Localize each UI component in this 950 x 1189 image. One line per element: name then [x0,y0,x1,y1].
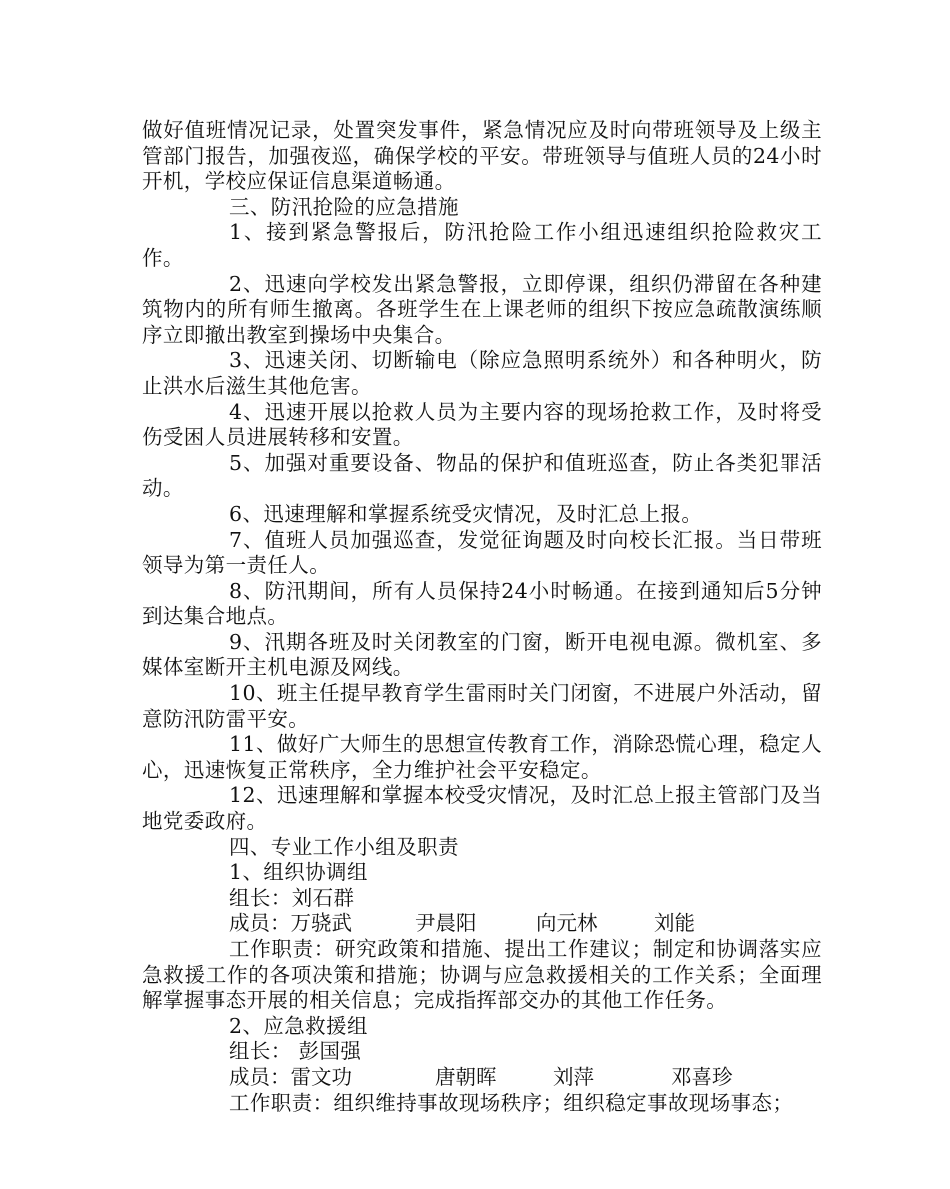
group-2-duties: 工作职责：组织维持事故现场秩序；组织稳定事故现场事态； [229,1090,794,1115]
measure-item-10: 10、班主任提早教育学生雷雨时关门闭窗，不进展户外活动，留意防汛防雷平安。 [142,681,822,731]
document-body [142,118,822,1116]
group-2-title: 2、应急救援组 [229,1013,368,1038]
group-1-members [229,911,822,937]
section-heading-work-groups: 四、专业工作小组及职责 [229,834,459,859]
group-2-member-3: 刘萍 [553,1064,594,1089]
section-heading-flood-measures: 三、防汛抢险的应急措施 [229,194,459,219]
group-2-leader: 组长： 彭国强 [229,1039,362,1064]
measure-item-11: 11、做好广大师生的思想宣传教育工作，消除恐慌心理，稳定人心，迅速恢复正常秩序，全力维护社会平安稳定。 [142,732,822,782]
measure-item-5: 5、加强对重要设备、物品的保护和值班巡查，防止各类犯罪活动。 [142,450,822,501]
measure-item-1: 1、接到紧急警报后，防汛抢险工作小组迅速组织抢险救灾工作。 [142,220,822,270]
group-1-duties: 工作职责：研究政策和措施、提出工作建议；制定和协调落实应急救援工作的各项决策和措施；协调与应急救援相关的工作关系；全面理解掌握事态开展的相关信息；完成指挥部交办的其他工作任务。 [142,937,822,1013]
group-1-leader: 组长：刘石群 [229,885,355,910]
measure-item-3: 3、迅速关闭、切断输电（除应急照明系统外）和各种明火，防止洪水后滋生其他危害。 [142,348,822,398]
group-2-member-4: 邓喜珍 [671,1064,733,1089]
group-1-member-2: 尹晨阳 [415,911,477,936]
group-1-title: 1、组织协调组 [229,860,368,885]
group-1-member-4: 刘能 [654,911,695,936]
measure-item-6: 6、迅速理解和掌握系统受灾情况，及时汇总上报。 [229,501,703,526]
group-1-member-3: 向元林 [536,911,598,936]
group-2-member-2: 唐朝晖 [435,1064,497,1089]
measure-item-9: 9、汛期各班及时关闭教室的门窗，断开电视电源。微机室、多媒体室断开主机电源及网线。 [142,629,822,680]
group-2-members [229,1065,822,1091]
measure-item-12: 12、迅速理解和掌握本校受灾情况，及时汇总上报主管部门及当地党委政府。 [142,783,822,834]
measure-item-2: 2、迅速向学校发出紧急警报，立即停课，组织仍滞留在各种建筑物内的所有师生撤离。各班学生在上课老师的组织下按应急疏散演练顺序立即撤出教室到操场中央集合。 [142,271,822,347]
paragraph-duty-record: 做好值班情况记录，处置突发事件，紧急情况应及时向带班领导及上级主管部门报告，加强夜巡，确保学校的平安。带班领导与值班人员的24小时开机，学校应保证信息渠道畅通。 [142,118,822,194]
measure-item-8: 8、防汛期间，所有人员保持24小时畅通。在接到通知后5分钟到达集合地点。 [142,578,822,629]
measure-item-7: 7、值班人员加强巡查，发觉征询题及时向校长汇报。当日带班领导为第一责任人。 [142,527,822,578]
group-1-member-1: 成员：万骁武 [229,911,352,936]
group-2-member-1: 成员：雷文功 [229,1064,352,1089]
measure-item-4: 4、迅速开展以抢救人员为主要内容的现场抢救工作，及时将受伤受困人员进展转移和安置。 [142,399,822,450]
